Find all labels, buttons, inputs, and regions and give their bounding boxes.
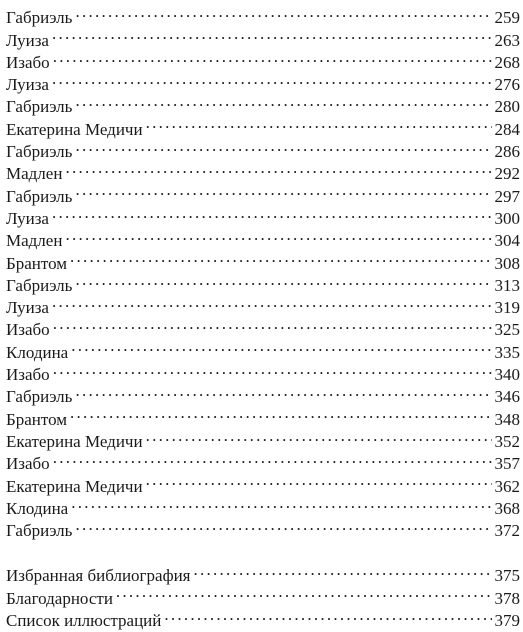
toc-entry-title: Клодина xyxy=(6,342,69,362)
toc-entry-page: 286 xyxy=(492,141,521,163)
appendix-list xyxy=(6,559,520,631)
dot-leader xyxy=(75,90,491,112)
toc-entry-title: Габриэль xyxy=(6,521,73,541)
toc-entry-title: Мадлен xyxy=(6,164,63,184)
dot-leader xyxy=(71,335,491,357)
dot-leader xyxy=(75,380,491,402)
toc-entry-title: Изабо xyxy=(6,320,50,340)
toc-entry[interactable] xyxy=(6,135,520,162)
dot-leader xyxy=(53,447,492,469)
dot-leader xyxy=(194,559,492,581)
toc-entry-title: Габриэль xyxy=(6,275,73,295)
toc-entry-title: Изабо xyxy=(6,52,50,72)
toc-entry[interactable] xyxy=(6,1,520,28)
dot-leader xyxy=(71,492,491,514)
toc-entry[interactable] xyxy=(6,157,520,184)
toc-entry[interactable] xyxy=(6,335,520,362)
table-of-contents xyxy=(6,1,520,631)
dot-leader xyxy=(146,112,492,134)
toc-entry-title: Екатерина Медичи xyxy=(6,476,143,496)
toc-entry[interactable] xyxy=(6,23,520,50)
toc-entry[interactable] xyxy=(6,447,520,474)
dot-leader xyxy=(116,581,492,603)
toc-entry[interactable] xyxy=(6,358,520,385)
toc-entry-title: Изабо xyxy=(6,365,50,385)
section-gap xyxy=(6,536,520,559)
toc-entry-page: 313 xyxy=(492,275,521,297)
dot-leader xyxy=(65,224,491,246)
dot-leader xyxy=(53,358,492,380)
toc-entry-page: 268 xyxy=(492,52,521,74)
toc-entry-page: 378 xyxy=(492,588,521,610)
toc-entry-page: 375 xyxy=(492,565,521,587)
toc-entry[interactable] xyxy=(6,514,520,541)
dot-leader xyxy=(75,179,491,201)
toc-entry-title: Брантом xyxy=(6,253,68,273)
toc-entry[interactable] xyxy=(6,46,520,72)
toc-entry-page: 300 xyxy=(492,208,521,230)
toc-entry-title: Габриэль xyxy=(6,142,73,162)
toc-entry-title: Луиза xyxy=(6,75,49,95)
chapter-list xyxy=(6,1,520,541)
toc-entry-page: 280 xyxy=(492,96,521,118)
dot-leader xyxy=(70,402,491,424)
toc-entry-page: 292 xyxy=(492,163,521,185)
toc-entry-title: Список иллюстраций xyxy=(6,611,162,631)
dot-leader xyxy=(52,291,492,313)
toc-entry[interactable] xyxy=(6,380,520,407)
toc-entry[interactable] xyxy=(6,202,520,228)
toc-entry[interactable] xyxy=(6,559,520,586)
toc-entry[interactable] xyxy=(6,291,520,318)
toc-entry-title: Луиза xyxy=(6,208,49,228)
toc-entry-page: 352 xyxy=(492,431,521,453)
toc-entry-title: Габриэль xyxy=(6,186,73,206)
toc-entry-title: Габриэль xyxy=(6,387,73,407)
toc-entry-page: 362 xyxy=(492,476,521,498)
toc-entry[interactable] xyxy=(6,425,520,451)
toc-entry-title: Избранная библиография xyxy=(6,566,191,586)
toc-entry-page: 379 xyxy=(492,610,521,632)
toc-entry[interactable] xyxy=(6,112,520,139)
toc-entry-title: Клодина xyxy=(6,498,69,518)
toc-entry[interactable] xyxy=(6,68,520,95)
dot-leader xyxy=(65,157,491,179)
toc-entry-page: 372 xyxy=(492,520,521,542)
toc-entry-title: Габриэль xyxy=(6,97,73,117)
toc-entry[interactable] xyxy=(6,179,520,206)
toc-entry-page: 325 xyxy=(492,319,521,341)
toc-entry-page: 284 xyxy=(492,119,521,141)
toc-entry-page: 276 xyxy=(492,74,521,96)
toc-entry-page: 297 xyxy=(492,186,521,208)
toc-entry[interactable] xyxy=(6,224,520,251)
dot-leader xyxy=(75,1,491,23)
dot-leader xyxy=(70,246,491,268)
toc-entry-page: 259 xyxy=(492,7,521,29)
toc-entry-title: Изабо xyxy=(6,454,50,474)
toc-entry-title: Благодарности xyxy=(6,588,113,608)
dot-leader xyxy=(52,23,492,45)
toc-entry-title: Екатерина Медичи xyxy=(6,119,143,139)
toc-entry-page: 263 xyxy=(492,30,521,52)
dot-leader xyxy=(53,46,492,68)
dot-leader xyxy=(53,313,492,335)
toc-entry-title: Мадлен xyxy=(6,231,63,251)
toc-entry-page: 308 xyxy=(492,253,521,275)
dot-leader xyxy=(146,469,492,491)
toc-entry[interactable] xyxy=(6,469,520,496)
toc-entry-page: 368 xyxy=(492,498,521,520)
toc-entry-title: Луиза xyxy=(6,30,49,50)
dot-leader xyxy=(75,514,491,536)
dot-leader xyxy=(52,202,492,224)
dot-leader xyxy=(75,269,491,291)
toc-entry[interactable] xyxy=(6,492,520,518)
toc-entry-page: 319 xyxy=(492,297,521,319)
toc-entry-page: 335 xyxy=(492,342,521,364)
toc-entry-title: Екатерина Медичи xyxy=(6,431,143,451)
toc-entry-page: 348 xyxy=(492,409,521,431)
toc-entry[interactable] xyxy=(6,246,520,273)
toc-entry[interactable] xyxy=(6,269,520,295)
toc-entry[interactable] xyxy=(6,90,520,117)
dot-leader xyxy=(164,604,491,626)
toc-entry-title: Луиза xyxy=(6,298,49,318)
toc-entry-title: Брантом xyxy=(6,409,68,429)
toc-entry[interactable] xyxy=(6,402,520,429)
dot-leader xyxy=(146,425,492,447)
toc-entry-page: 304 xyxy=(492,230,521,252)
toc-entry-page: 340 xyxy=(492,364,521,386)
dot-leader xyxy=(52,68,492,90)
toc-entry-title: Габриэль xyxy=(6,8,73,28)
toc-entry-page: 357 xyxy=(492,453,521,475)
toc-entry-page: 346 xyxy=(492,386,521,408)
toc-entry[interactable] xyxy=(6,313,520,340)
dot-leader xyxy=(75,135,491,157)
